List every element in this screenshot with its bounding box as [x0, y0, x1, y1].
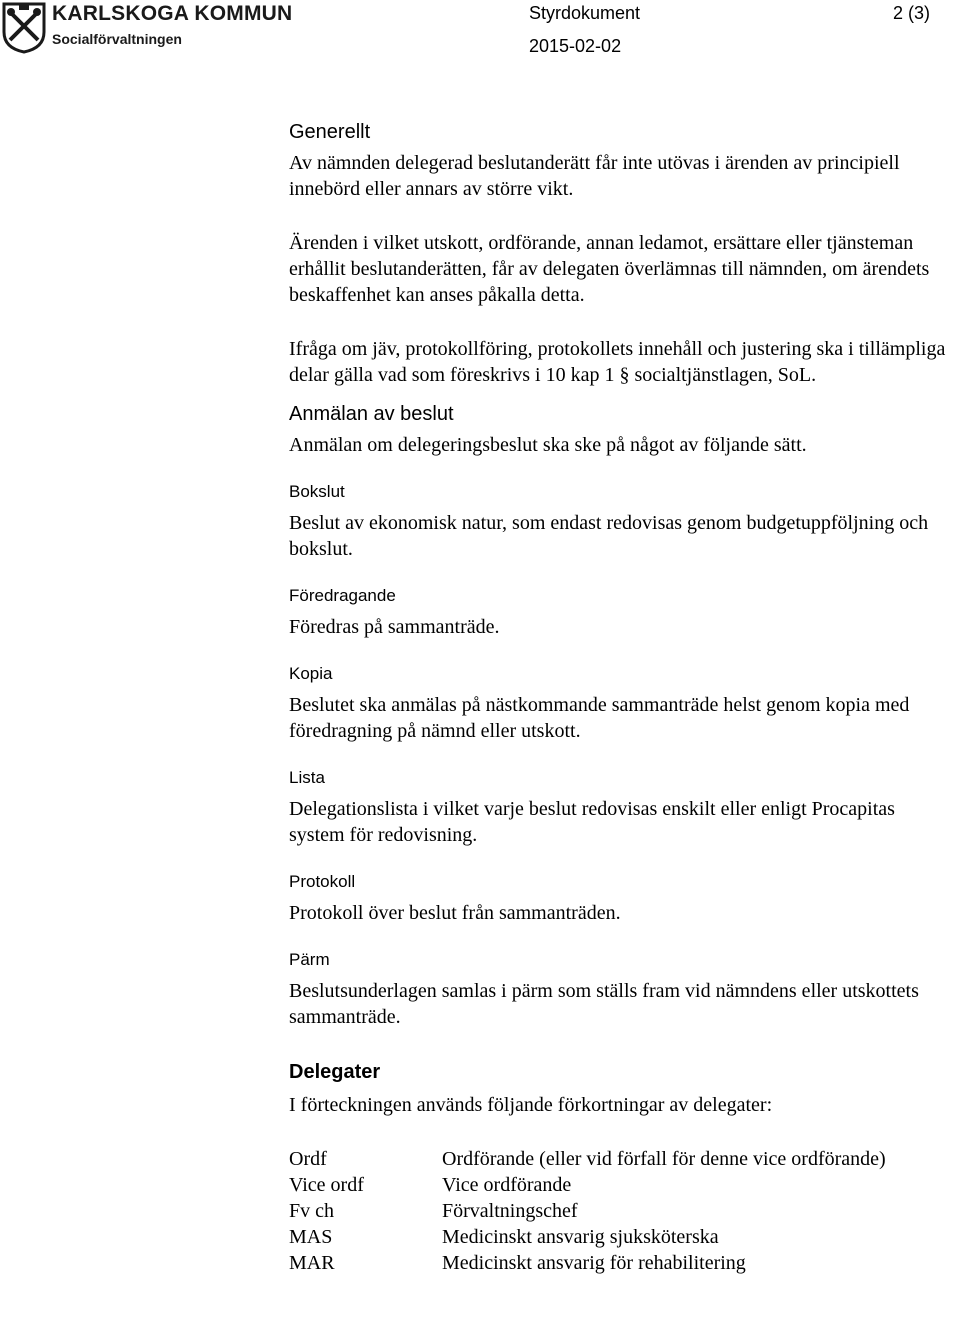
abbreviation-description: Ordförande (eller vid förfall för denne vice ordförande) — [442, 1148, 886, 1170]
abbreviation-code: MAS — [289, 1226, 333, 1248]
paragraph: Av nämnden delegerad beslutanderätt får inte utövas i ärenden av principiell innebörd eller annars av större vikt. — [289, 152, 900, 200]
abbreviation-description: Förvaltningschef — [442, 1200, 578, 1222]
municipality-logo — [0, 0, 293, 60]
paragraph: I förteckningen används följande förkortningar av delegater: — [289, 1094, 773, 1116]
department-name: Socialförvaltningen — [52, 31, 182, 47]
abbreviation-code: Ordf — [289, 1148, 327, 1170]
table-row — [289, 1250, 886, 1276]
abbreviation-code: MAR — [289, 1252, 335, 1274]
heading-delegater: Delegater — [289, 1061, 381, 1083]
page-number: 2 (3) — [893, 3, 931, 23]
abbreviation-table — [289, 1146, 886, 1276]
paragraph: Föredras på sammanträde. — [289, 616, 500, 638]
subheading-parm: Pärm — [289, 950, 330, 969]
document-type: Styrdokument — [529, 3, 641, 23]
abbreviation-description: Medicinskt ansvarig sjuksköterska — [442, 1226, 719, 1248]
paragraph: Anmälan om delegeringsbeslut ska ske på något av följande sätt. — [289, 434, 807, 456]
subheading-protokoll: Protokoll — [289, 872, 356, 891]
paragraph: Beslutet ska anmälas på nästkommande sammanträde helst genom kopia med föredragning på nämnd eller utskott. — [289, 694, 910, 742]
subheading-kopia: Kopia — [289, 664, 333, 683]
abbreviation-description: Medicinskt ansvarig för rehabilitering — [442, 1252, 746, 1274]
subheading-bokslut: Bokslut — [289, 482, 345, 501]
abbreviation-description: Vice ordförande — [442, 1174, 572, 1196]
subheading-foredragande: Föredragande — [289, 586, 396, 605]
paragraph: Beslut av ekonomisk natur, som endast redovisas genom budgetuppföljning och bokslut. — [289, 512, 929, 560]
table-row — [289, 1224, 886, 1250]
heading-generellt: Generellt — [289, 121, 371, 143]
coat-of-arms-icon — [2, 2, 46, 54]
abbreviation-code: Vice ordf — [289, 1174, 364, 1196]
subheading-lista: Lista — [289, 768, 325, 787]
table-row — [289, 1198, 886, 1224]
paragraph: Beslutsunderlagen samlas i pärm som ställs fram vid nämndens eller utskottets sammanträde. — [289, 980, 919, 1028]
paragraph: Protokoll över beslut från sammanträden. — [289, 902, 621, 924]
paragraph: Delegationslista i vilket varje beslut redovisas enskilt eller enligt Procapitas system för redovisning. — [289, 798, 895, 846]
paragraph: Ärenden i vilket utskott, ordförande, annan ledamot, ersättare eller tjänsteman erhållit beslutanderätten, får av delegaten överlämnas till nämnden, om ärendets beskaffenhet kan anses påkalla detta. — [289, 232, 930, 306]
table-row — [289, 1172, 886, 1198]
document-date: 2015-02-02 — [529, 36, 622, 56]
heading-anmalan: Anmälan av beslut — [289, 403, 454, 425]
org-name: KARLSKOGA KOMMUN — [52, 2, 293, 25]
abbreviation-code: Fv ch — [289, 1200, 334, 1222]
table-row — [289, 1146, 886, 1172]
paragraph: Ifråga om jäv, protokollföring, protokollets innehåll och justering ska i tillämpliga delar gälla vad som föreskrivs i 10 kap 1 § socialtjänstlagen, SoL. — [289, 338, 946, 386]
document-body — [289, 118, 954, 1276]
page-header — [0, 0, 960, 70]
